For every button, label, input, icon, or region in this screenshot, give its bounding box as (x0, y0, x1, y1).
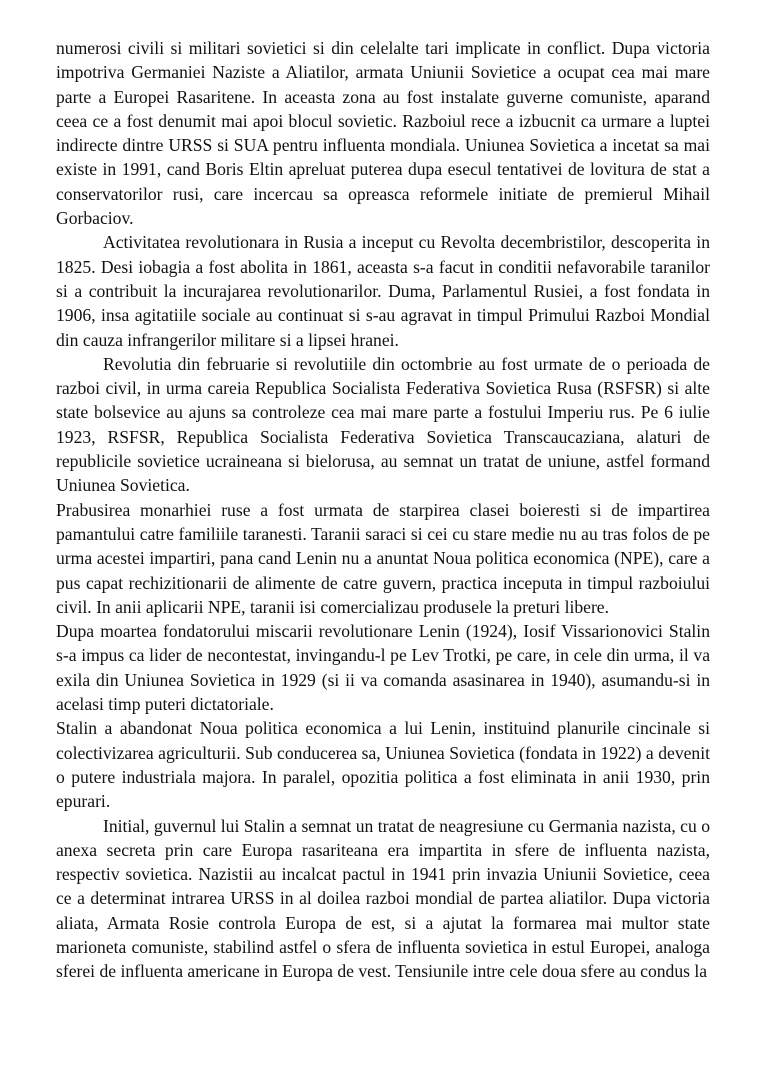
document-page (56, 36, 710, 984)
paragraph-2: Activitatea revolutionara in Rusia a inceput cu Revolta decembristilor, descoperita in 1825. Desi iobagia a fost abolita in 1861, aceasta s-a facut in conditii nefavorabile taranilor si a contribuit la incurajarea revolutionarilor. Duma, Parlamentul Rusiei, a fost fondata in 1906, insa agitatiile sociale au continuat si s-au agravat in timpul Primului Razboi Mondial din cauza infrangerilor militare si a lipsei hranei. (56, 232, 710, 350)
paragraph-5: Dupa moartea fondatorului miscarii revolutionare Lenin (1924), Iosif Vissarionovici Stalin s-a impus ca lider de necontestat, invingandu-l pe Lev Trotki, pe care, in cele din urma, il va exila din Uniunea Sovietica in 1929 (si ii va comanda asasinarea in 1940), asumandu-si in acelasi timp puteri dictatoriale. (56, 621, 710, 715)
paragraph-4: Prabusirea monarhiei ruse a fost urmata de starpirea clasei boieresti si de impartirea pamantului catre familiile taranesti. Taranii saraci si cei cu stare medie nu au tras folos de pe urma acestei impartiri, pana cand Lenin nu a anuntat Noua politica economica (NPE), care a pus capat rechizitionarii de alimente de catre guvern, practica inceputa in timpul razboiului civil. In anii aplicarii NPE, taranii isi comercializau produsele la preturi libere. (56, 499, 710, 617)
paragraph-6: Stalin a abandonat Noua politica economica a lui Lenin, instituind planurile cincinale si colectivizarea agriculturii. Sub conducerea sa, Uniunea Sovietica (fondata in 1922) a devenit o putere industriala majora. In paralel, opozitia politica a fost eliminata in anii 1930, prin epurari. (56, 718, 710, 812)
paragraph-3: Revolutia din februarie si revolutiile din octombrie au fost urmate de o perioada de razboi civil, in urma careia Republica Socialista Federativa Sovietica Rusa (RSFSR) si alte state bolsevice au ajuns sa controleze cea mai mare parte a fostului Imperiu rus. Pe 6 iulie 1923, RSFSR, Republica Socialista Federativa Sovietica Transcaucaziana, alaturi de republicile sovietice ucraineana si bielorusa, au semnat un tratat de uniune, astfel formand Uniunea Sovietica. (56, 353, 710, 496)
paragraph-7: Initial, guvernul lui Stalin a semnat un tratat de neagresiune cu Germania nazista, cu o anexa secreta prin care Europa rasariteana era impartita in sfere de influenta nazista, respectiv sovietica. Nazistii au incalcat pactul in 1941 prin invazia Uniunii Sovietice, ceea ce a determinat intrarea URSS in al doilea razboi mondial de partea aliatilor. Dupa victoria aliata, Armata Rosie controla Europa de est, si a ajutat la formarea mai multor state marioneta comuniste, stabilind astfel o sfera de influenta sovietica in estul Europei, analoga sferei de influenta americane in Europa de vest. Tensiunile intre cele doua sfere au condus la (56, 815, 710, 982)
paragraph-1: numerosi civili si militari sovietici si din celelalte tari implicate in conflict. Dupa victoria impotriva Germaniei Naziste a Aliatilor, armata Uniunii Sovietice a ocupat cea mai mare parte a Europei Rasaritene. In aceasta zona au fost instalate guverne comuniste, aparand ceea ce a fost denumit mai apoi blocul sovietic. Razboiul rece a izbucnit ca urmare a luptei indirecte dintre URSS si SUA pentru influenta mondiala. Uniunea Sovietica a incetat sa mai existe in 1991, cand Boris Eltin apreluat puterea dupa esecul tentativei de lovitura de stat a conservatorilor rusi, care incercau sa opreasca reformele initiate de premierul Mihail Gorbaciov. (56, 38, 710, 229)
